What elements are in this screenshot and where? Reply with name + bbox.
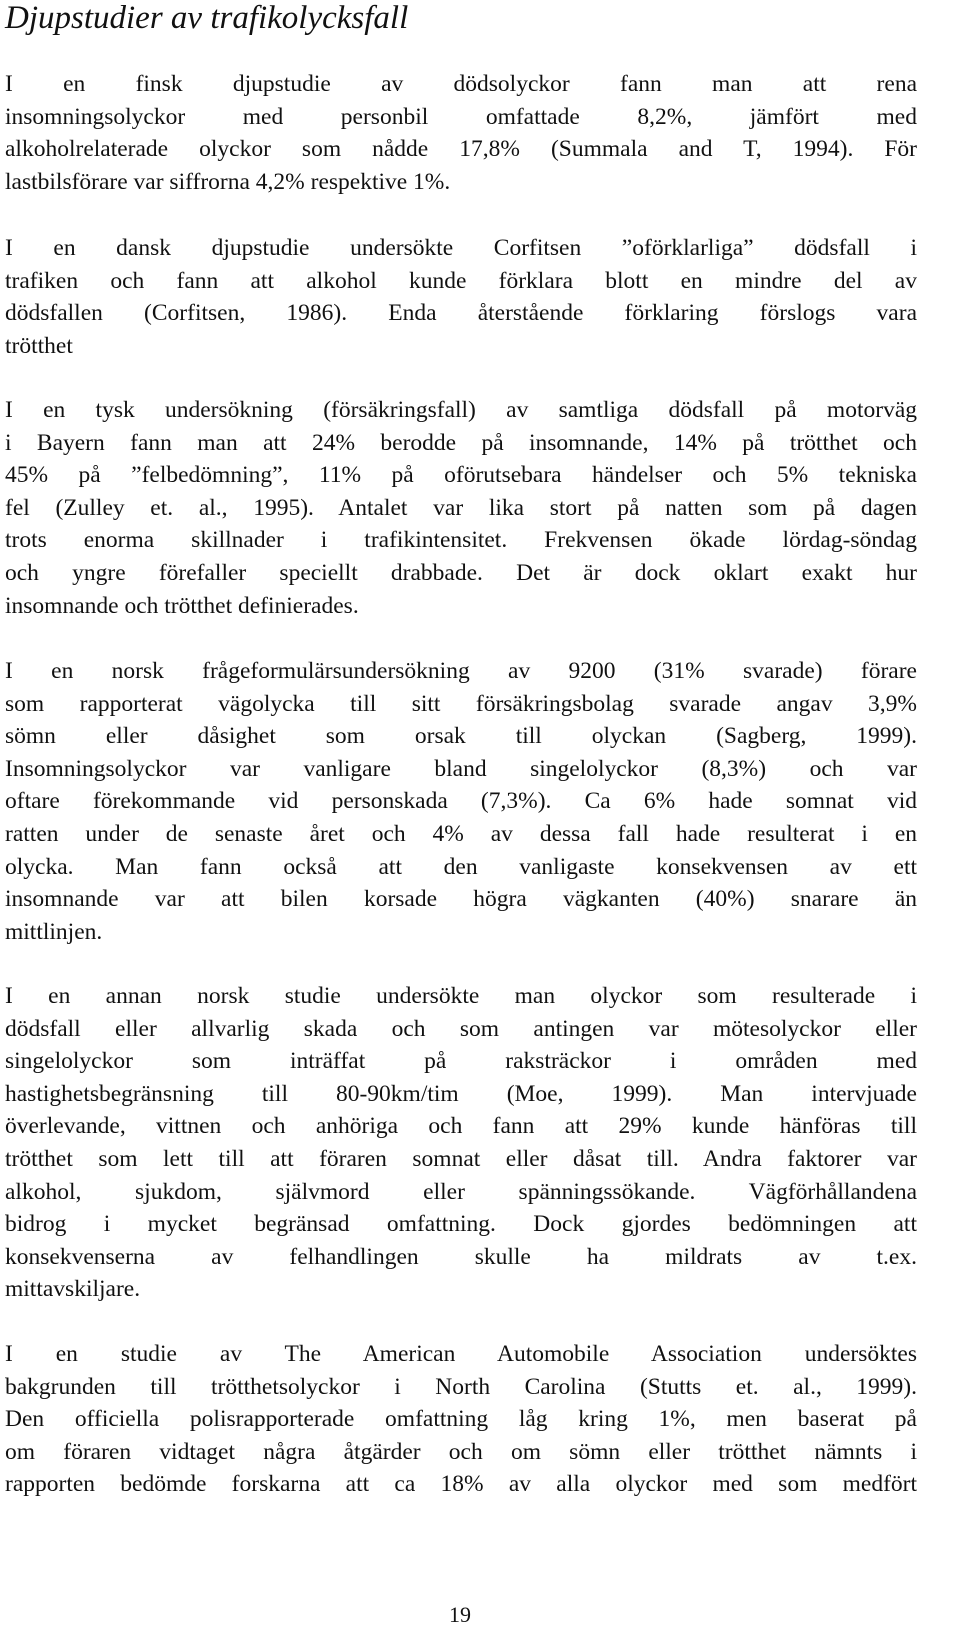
text-line: hastighetsbegränsning till 80-90km/tim (Moe, 1999). Man intervjuade bbox=[5, 1080, 917, 1107]
text-line: bakgrunden till trötthetsolyckor i North Carolina (Stutts et. al., 1999). bbox=[5, 1373, 917, 1400]
text-line: olycka. Man fann också att den vanligaste konsekvensen av ett bbox=[5, 853, 917, 880]
text-line: och yngre förefaller speciellt drabbade. Det är dock oklart exakt hur bbox=[5, 559, 917, 586]
page-number: 19 bbox=[449, 1602, 471, 1627]
text-line: oftare förekommande vid personskada (7,3%). Ca 6% hade somnat vid bbox=[5, 788, 917, 815]
text-line: Insomningsolyckor var vanligare bland singelolyckor (8,3%) och var bbox=[5, 755, 917, 782]
text-line: om föraren vidtaget några åtgärder och om sömn eller trötthet nämnts i bbox=[5, 1438, 917, 1465]
text-line: I en studie av The American Automobile Association undersöktes bbox=[5, 1341, 917, 1367]
paragraph-finnish-study bbox=[5, 68, 917, 198]
text-line: alkohol, sjukdom, självmord eller spänningssökande. Vägförhållandena bbox=[5, 1178, 917, 1205]
text-line: 45% på ”felbedömning”, 11% på oförutsebara händelser och 5% tekniska bbox=[5, 462, 917, 489]
text-line: trötthet som lett till att föraren somnat eller dåsat till. Andra faktorer var bbox=[5, 1145, 917, 1172]
text-line: som rapporterat vägolycka till sitt försäkringsbolag svarade angav 3,9% bbox=[5, 690, 917, 717]
text-line: trötthet bbox=[5, 332, 73, 359]
paragraph-german-study bbox=[5, 394, 917, 622]
section-heading: Djupstudier av trafikolycksfall bbox=[5, 0, 409, 36]
paragraph-american-study bbox=[5, 1338, 917, 1501]
text-line: Den officiella polisrapporterade omfattning låg kring 1%, men baserat på bbox=[5, 1406, 917, 1433]
text-line: I en finsk djupstudie av dödsolyckor fann man att rena bbox=[5, 71, 917, 97]
paragraph-norwegian-survey bbox=[5, 655, 917, 948]
text-line: I en annan norsk studie undersökte man olyckor som resulterade i bbox=[5, 983, 917, 1009]
text-line: mittlinjen. bbox=[5, 918, 103, 945]
text-line: sömn eller dåsighet som orsak till olyckan (Sagberg, 1999). bbox=[5, 723, 917, 750]
text-line: I en tysk undersökning (försäkringsfall) av samtliga dödsfall på motorväg bbox=[5, 397, 917, 423]
text-line: överlevande, vittnen och anhöriga och fann att 29% kunde hänföras till bbox=[5, 1113, 917, 1140]
paragraph-norwegian-study bbox=[5, 980, 917, 1306]
text-line: trots enorma skillnader i trafikintensitet. Frekvensen ökade lördag-söndag bbox=[5, 527, 917, 554]
text-line: lastbilsförare var siffrorna 4,2% respektive 1%. bbox=[5, 168, 451, 195]
text-line: insomningsolyckor med personbil omfattade 8,2%, jämfört med bbox=[5, 103, 917, 130]
text-line: dödsfallen (Corfitsen, 1986). Enda återstående förklaring förslogs vara bbox=[5, 300, 917, 327]
text-line: i Bayern fann man att 24% berodde på insomnande, 14% på trötthet och bbox=[5, 429, 917, 456]
text-line: insomnande var att bilen korsade högra vägkanten (40%) snarare än bbox=[5, 886, 917, 913]
text-line: I en dansk djupstudie undersökte Corfitsen ”oförklarliga” dödsfall i bbox=[5, 235, 917, 261]
text-line: dödsfall eller allvarlig skada och som antingen var mötesolyckor eller bbox=[5, 1015, 917, 1042]
text-line: fel (Zulley et. al., 1995). Antalet var lika stort på natten som på dagen bbox=[5, 494, 917, 521]
text-line: I en norsk frågeformulärsundersökning av 9200 (31% svarade) förare bbox=[5, 658, 917, 684]
text-line: insomnande och trötthet definierades. bbox=[5, 592, 359, 619]
text-line: rapporten bedömde forskarna att ca 18% av alla olyckor med som medfört bbox=[5, 1471, 917, 1498]
text-line: bidrog i mycket begränsad omfattning. Dock gjordes bedömningen att bbox=[5, 1211, 917, 1238]
text-line: ratten under de senaste året och 4% av dessa fall hade resulterat i en bbox=[5, 820, 917, 847]
paragraph-danish-study bbox=[5, 232, 917, 362]
text-line: singelolyckor som inträffat på raksträckor i områden med bbox=[5, 1048, 917, 1075]
text-line: trafiken och fann att alkohol kunde förklara blott en mindre del av bbox=[5, 267, 917, 294]
text-line: konsekvenserna av felhandlingen skulle ha mildrats av t.ex. bbox=[5, 1243, 917, 1270]
text-line: mittavskiljare. bbox=[5, 1276, 141, 1303]
text-line: alkoholrelaterade olyckor som nådde 17,8% (Summala and T, 1994). För bbox=[5, 136, 917, 163]
